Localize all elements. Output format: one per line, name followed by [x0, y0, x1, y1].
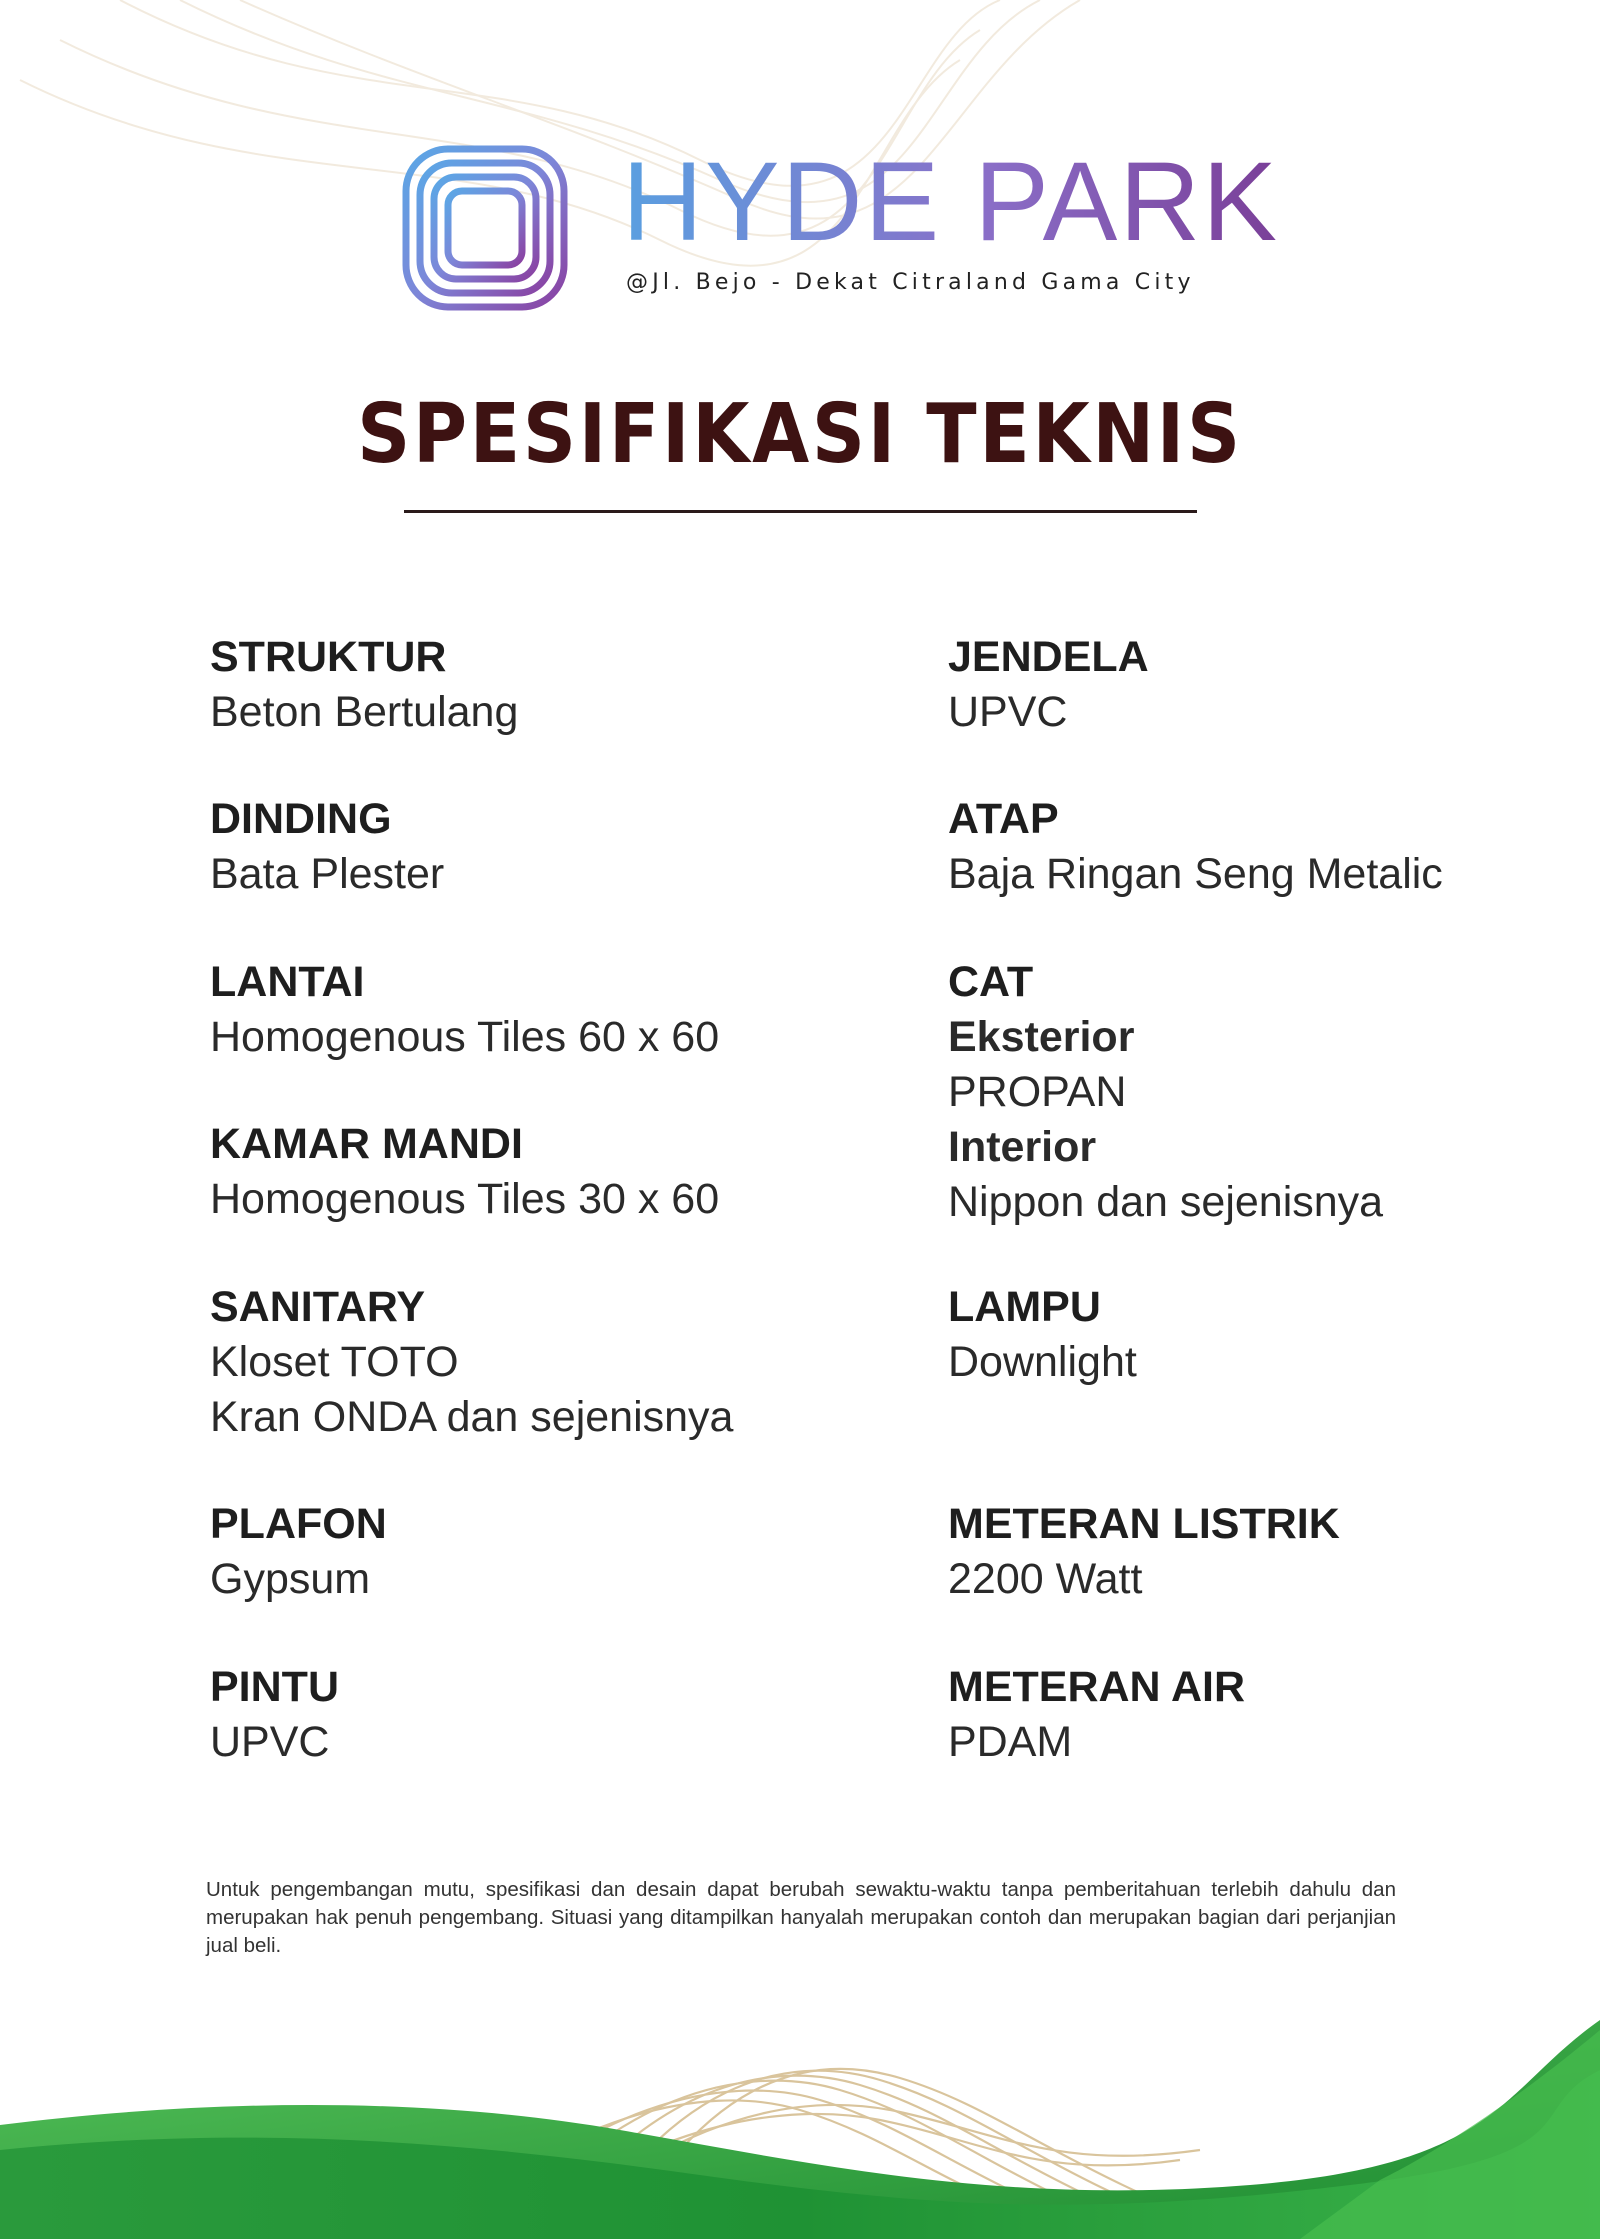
spec-meteran-listrik — [948, 1497, 1340, 1607]
page-title: SPESIFIKASI TEKNIS — [357, 387, 1243, 482]
spec-label: LAMPU — [948, 1283, 1101, 1331]
spec-value: Kran ONDA dan sejenisnya — [210, 1393, 734, 1441]
disclaimer-text: Untuk pengembangan mutu, spesifikasi dan desain dapat berubah sewaktu-waktu tanpa pemberitahuan terlebih dahulu dan merupakan hak penuh pengembang. Situasi yang ditampilkan hanyalah merupakan contoh dan merupakan bagian dari perjanjian jual beli. — [206, 1878, 1396, 1957]
hyde-park-logo-icon — [400, 143, 570, 313]
spec-label: METERAN AIR — [948, 1663, 1246, 1711]
spec-value: Downlight — [948, 1338, 1137, 1386]
spec-jendela — [948, 630, 1149, 740]
title-divider — [404, 510, 1197, 513]
spec-sanitary — [210, 1280, 733, 1445]
spec-value: Gypsum — [210, 1555, 371, 1603]
spec-kamar-mandi — [210, 1117, 719, 1227]
spec-label: METERAN LISTRIK — [948, 1500, 1340, 1548]
spec-value: Homogenous Tiles 30 x 60 — [210, 1175, 720, 1223]
spec-struktur — [210, 630, 518, 740]
spec-plafon — [210, 1497, 387, 1607]
spec-sublabel-interior: Interior — [948, 1123, 1097, 1171]
spec-value: PDAM — [948, 1718, 1073, 1766]
brand-name: HYDE PARK — [622, 139, 1279, 264]
spec-label: STRUKTUR — [210, 633, 447, 681]
spec-label: PLAFON — [210, 1500, 387, 1548]
spec-lantai — [210, 955, 719, 1065]
spec-label: SANITARY — [210, 1283, 425, 1331]
spec-value: Nippon dan sejenisnya — [948, 1178, 1384, 1226]
spec-pintu — [210, 1660, 339, 1770]
spec-value: PROPAN — [948, 1068, 1127, 1116]
spec-value: Homogenous Tiles 60 x 60 — [210, 1013, 720, 1061]
spec-value: Baja Ringan Seng Metalic — [948, 850, 1443, 898]
spec-value: Kloset TOTO — [210, 1338, 459, 1386]
spec-value: Beton Bertulang — [210, 688, 519, 736]
spec-meteran-air — [948, 1660, 1245, 1770]
spec-label: DINDING — [210, 795, 392, 843]
spec-label: LANTAI — [210, 958, 365, 1006]
spec-label: KAMAR MANDI — [210, 1120, 523, 1168]
spec-label: JENDELA — [948, 633, 1149, 681]
brand-address: @Jl. Bejo - Dekat Citraland Gama City — [626, 270, 1195, 295]
spec-sublabel-eksterior: Eksterior — [948, 1013, 1135, 1061]
spec-atap — [948, 792, 1443, 902]
spec-label: CAT — [948, 958, 1034, 1006]
spec-cat — [948, 955, 1383, 1230]
spec-value: UPVC — [948, 688, 1068, 736]
spec-value: 2200 Watt — [948, 1555, 1143, 1603]
spec-lampu — [948, 1280, 1137, 1390]
spec-label: ATAP — [948, 795, 1059, 843]
spec-dinding — [210, 792, 444, 902]
spec-label: PINTU — [210, 1663, 339, 1711]
spec-value: Bata Plester — [210, 850, 445, 898]
spec-value: UPVC — [210, 1718, 330, 1766]
